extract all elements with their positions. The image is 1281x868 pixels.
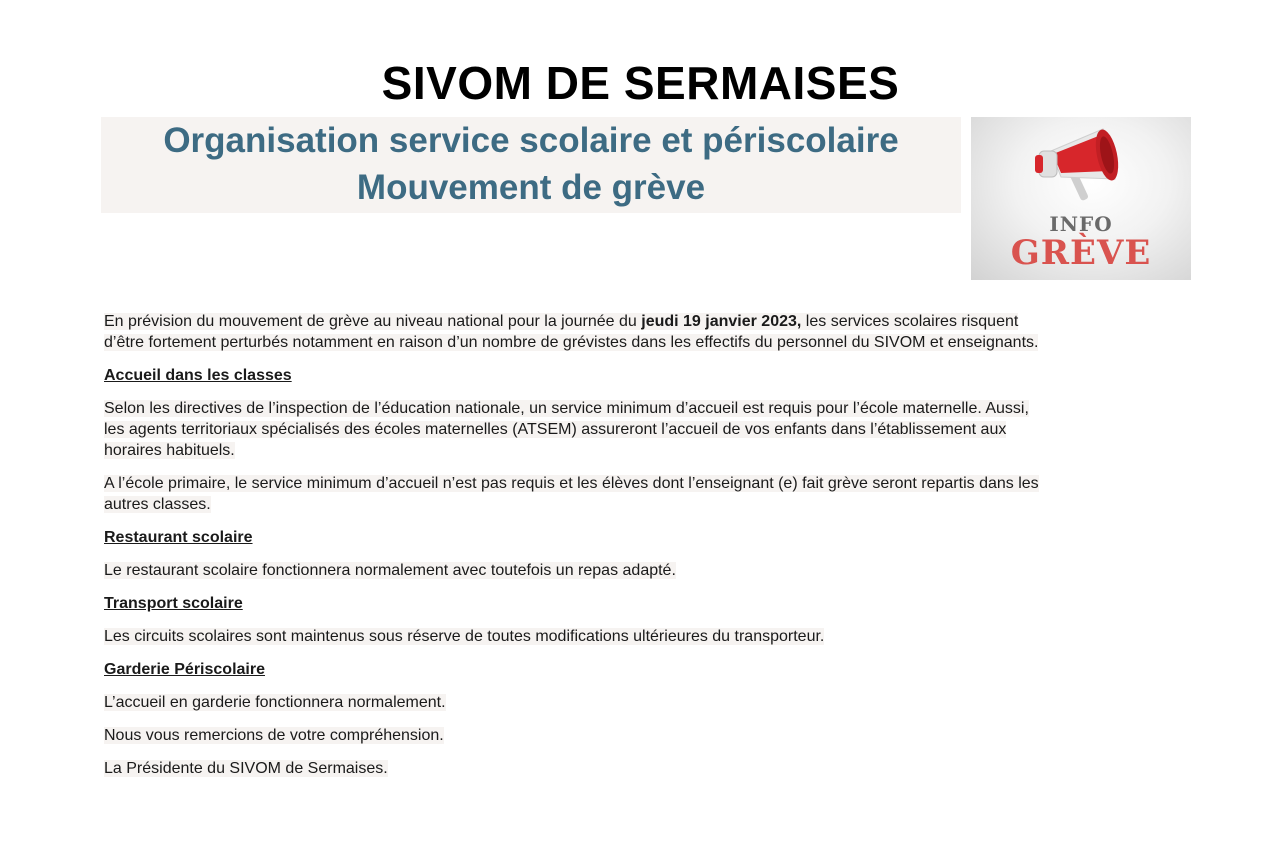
accueil-p2-line2: autres classes. [104, 496, 211, 513]
intro-text-start: En prévision du mouvement de grève au niveau national pour la journée du [104, 313, 642, 330]
heading-garderie: Garderie Périscolaire [104, 661, 265, 678]
accueil-p1-line2: les agents territoriaux spécialisés des écoles maternelles (ATSEM) assureront l’accueil de vos enfants dans l’établissement aux [104, 421, 1007, 438]
accueil-p2-line1: A l’école primaire, le service minimum d’accueil n’est pas requis et les élèves dont l’enseignant (e) fait grève seront repartis dans les [104, 475, 1039, 492]
heading-restaurant: Restaurant scolaire [104, 529, 253, 546]
signature-text: La Présidente du SIVOM de Sermaises. [104, 760, 388, 777]
heading-transport: Transport scolaire [104, 595, 243, 612]
document-body [104, 311, 1184, 791]
poster-greve-label: GRÈVE [1010, 233, 1152, 273]
intro-text-line2: d’être fortement perturbés notamment en raison d’un nombre de grévistes dans les effectifs du personnel du SIVOM et enseignants. [104, 334, 1039, 351]
intro-text-end: les services scolaires risquent [801, 313, 1019, 330]
strike-date: jeudi 19 janvier 2023, [641, 313, 802, 330]
restaurant-text: Le restaurant scolaire fonctionnera normalement avec toutefois un repas adapté. [104, 562, 676, 579]
garderie-text: L’accueil en garderie fonctionnera normalement. [104, 694, 446, 711]
banner-line-1: Organisation service scolaire et périscolaire [163, 121, 899, 160]
heading-accueil: Accueil dans les classes [104, 367, 292, 384]
poster-info-label: INFO [1049, 212, 1113, 236]
accueil-paragraph-2 [104, 473, 1184, 515]
title-banner [101, 117, 961, 213]
intro-paragraph [104, 311, 1184, 353]
page-title: SIVOM DE SERMAISES [381, 57, 900, 109]
accueil-p1-line1: Selon les directives de l’inspection de l’éducation nationale, un service minimum d’accueil est requis pour l’école maternelle. Aussi, [104, 400, 1029, 417]
closing-text: Nous vous remercions de votre compréhension. [104, 727, 444, 744]
transport-text: Les circuits scolaires sont maintenus sous réserve de toutes modifications ultérieures du transporteur. [104, 628, 825, 645]
info-greve-poster [971, 117, 1191, 280]
accueil-paragraph-1 [104, 398, 1184, 461]
banner-line-2: Mouvement de grève [356, 168, 706, 207]
megaphone-icon [1031, 121, 1141, 216]
accueil-p1-line3: horaires habituels. [104, 442, 235, 459]
